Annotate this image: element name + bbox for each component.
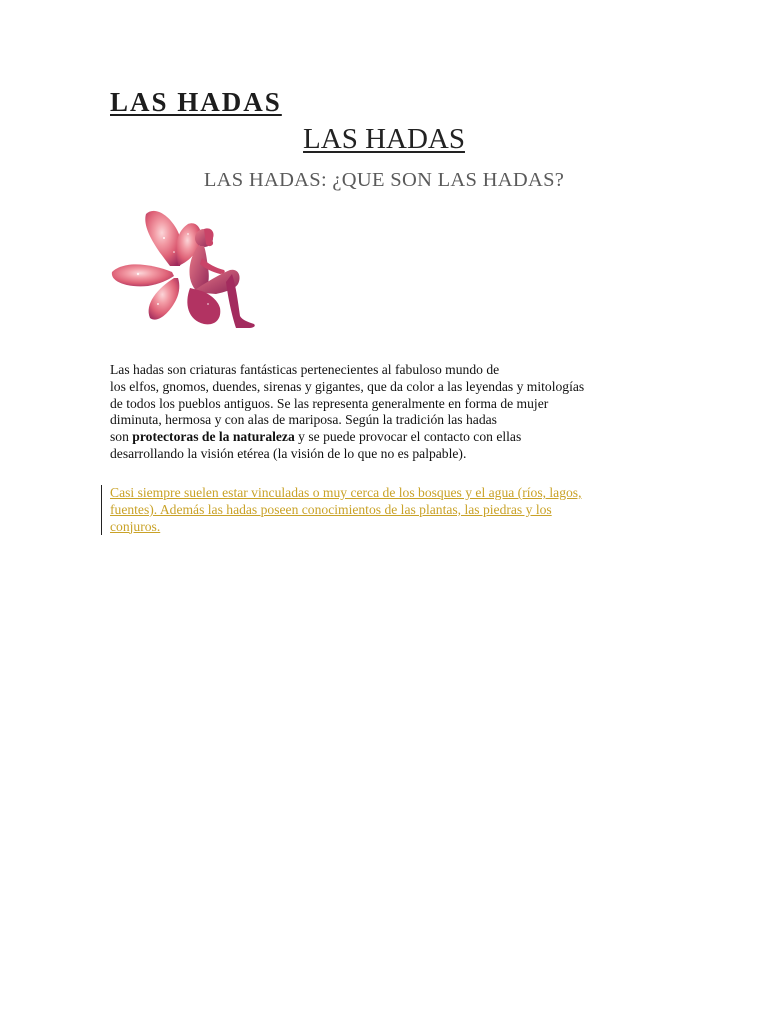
hyperlink-line[interactable]: Casi siempre suelen estar vinculadas o muy cerca de los bosques y el agua (ríos, lagos, (110, 485, 582, 500)
bold-phrase: protectoras de la naturaleza (132, 429, 295, 445)
document-subtitle: LAS HADAS: ¿QUE SON LAS HADAS? (203, 169, 565, 191)
paragraph-line: desarrollando la visión etérea (la visión de lo que no es palpable). (110, 445, 467, 461)
paragraph-line: diminuta, hermosa y con alas de mariposa. Según la tradición las hadas (110, 412, 497, 428)
paragraph-line (110, 429, 670, 446)
linked-text-block (101, 485, 680, 535)
paragraph-line: Las hadas son criaturas fantásticas pertenecientes al fabuloso mundo de (110, 362, 500, 377)
intro-paragraph (110, 362, 670, 463)
paragraph-line: de todos los pueblos antiguos. Se las representa generalmente en forma de mujer (110, 395, 549, 411)
fairy-silhouette-image (108, 208, 260, 332)
document-title: LAS HADAS (303, 123, 465, 155)
hyperlink-line[interactable]: fuentes). Además las hadas poseen conocimientos de las plantas, las piedras y los (110, 501, 552, 517)
paragraph-text: y se puede provocar el contacto con ellas (294, 429, 522, 445)
document-heading: LAS HADAS (110, 87, 282, 117)
paragraph-text: son (110, 429, 133, 445)
paragraph-line: los elfos, gnomos, duendes, sirenas y gigantes, que da color a las leyendas y mitologías (110, 378, 585, 394)
hyperlink-line[interactable]: conjuros. (110, 518, 161, 534)
